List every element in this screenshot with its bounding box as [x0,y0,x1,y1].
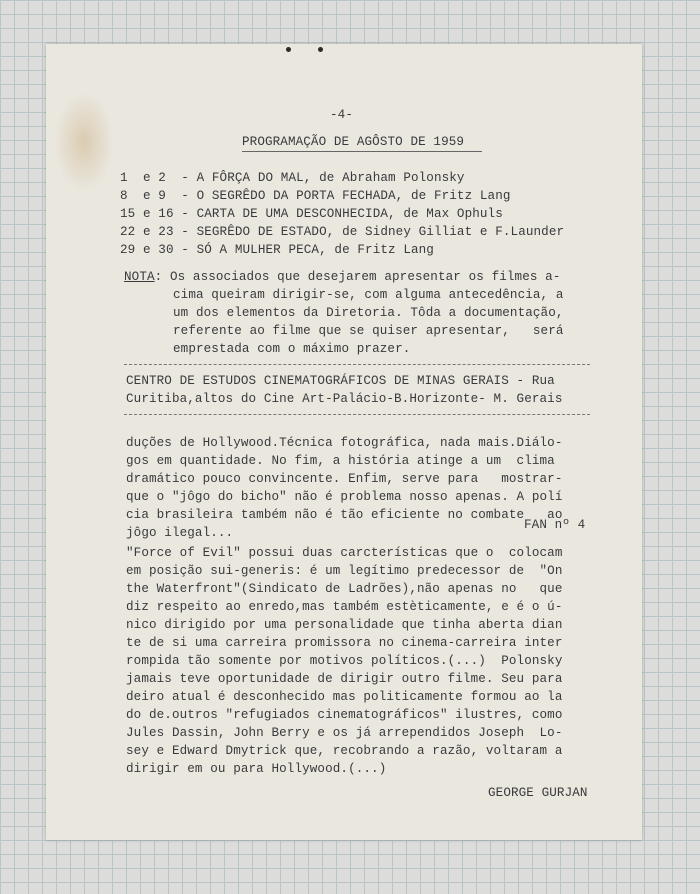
paragraph-line: "Force of Evil" possui duas carcterísticas que o colocam [126,546,563,560]
paragraph-line: rompida tão somente por motivos políticos.(...) Polonsky [126,654,563,668]
paragraph-line: jôgo ilegal... [126,526,234,540]
divider [124,414,590,415]
title-underline [242,151,482,152]
paragraph-line: te de si uma carreira promissora no cinema-carreira inter [126,636,563,650]
paragraph-line: do de.outros "refugiados cinematográficos" ilustres, como [126,708,563,722]
author-signature: GEORGE GURJAN [488,786,588,800]
paragraph-line: jamais teve oportunidade de dirigir outro filme. Seu para [126,672,563,686]
programme-line: 8 e 9 - O SEGRÊDO DA PORTA FECHADA, de Fritz Lang [120,189,511,203]
nota-label: NOTA [124,270,155,284]
punch-hole [318,47,323,52]
divider [124,364,590,365]
source-reference: FAN nº 4 [524,518,586,532]
paragraph-line: deiro atual é desconhecido mas politicamente formou ao la [126,690,563,704]
paper-stain [54,92,114,192]
nota-line: emprestada com o máximo prazer. [173,342,411,356]
paragraph-line: em posição sui-generis: é um legítimo predecessor de "On [126,564,563,578]
paragraph-line: dirigir em ou para Hollywood.(...) [126,762,387,776]
programme-line: 29 e 30 - SÓ A MULHER PECA, de Fritz Lang [120,243,434,257]
paragraph-line: dramático pouco convincente. Enfim, serve para mostrar- [126,472,563,486]
programme-line: 15 e 16 - CARTA DE UMA DESCONHECIDA, de Max Ophuls [120,207,503,221]
paragraph-line: Jules Dassin, John Berry e os já arrependidos Joseph Lo- [126,726,563,740]
punch-hole [286,47,291,52]
programme-line: 1 e 2 - A FÔRÇA DO MAL, de Abraham Polonsky [120,171,465,185]
paragraph-line: que o "jôgo do bicho" não é problema nosso apenas. A polí [126,490,563,504]
paragraph-line: diz respeito ao enredo,mas também estèticamente, e é o ú- [126,600,563,614]
page-number: -4- [330,108,353,122]
paragraph-line: duções de Hollywood.Técnica fotográfica, nada mais.Diálo- [126,436,563,450]
nota-line: referente ao filme que se quiser apresentar, será [173,324,564,338]
page-title: PROGRAMAÇÃO DE AGÔSTO DE 1959 [242,135,465,149]
paragraph-line: sey e Edward Dmytrick que, recobrando a razão, voltaram a [126,744,563,758]
paragraph-line: gos em quantidade. No fim, a história atinge a um clima [126,454,555,468]
programme-line: 22 e 23 - SEGRÊDO DE ESTADO, de Sidney Gilliat e F.Launder [120,225,565,239]
typewritten-page [46,44,642,840]
paragraph-line: cia brasileira também não é tão eficiente no combate ao [126,508,563,522]
nota-line: NOTA: Os associados que desejarem apresentar os filmes a- [124,270,561,284]
paragraph-line: the Waterfront"(Sindicato de Ladrões),não apenas no que [126,582,563,596]
nota-line: cima queiram dirigir-se, com alguma antecedência, a [173,288,564,302]
paragraph-line: nico dirigido por uma personalidade que tinha aberta dian [126,618,563,632]
nota-line: um dos elementos da Diretoria. Tôda a documentação, [173,306,564,320]
center-address: CENTRO DE ESTUDOS CINEMATOGRÁFICOS DE MINAS GERAIS - Rua [126,374,555,388]
center-address: Curitiba,altos do Cine Art-Palácio-B.Horizonte- M. Gerais [126,392,563,406]
